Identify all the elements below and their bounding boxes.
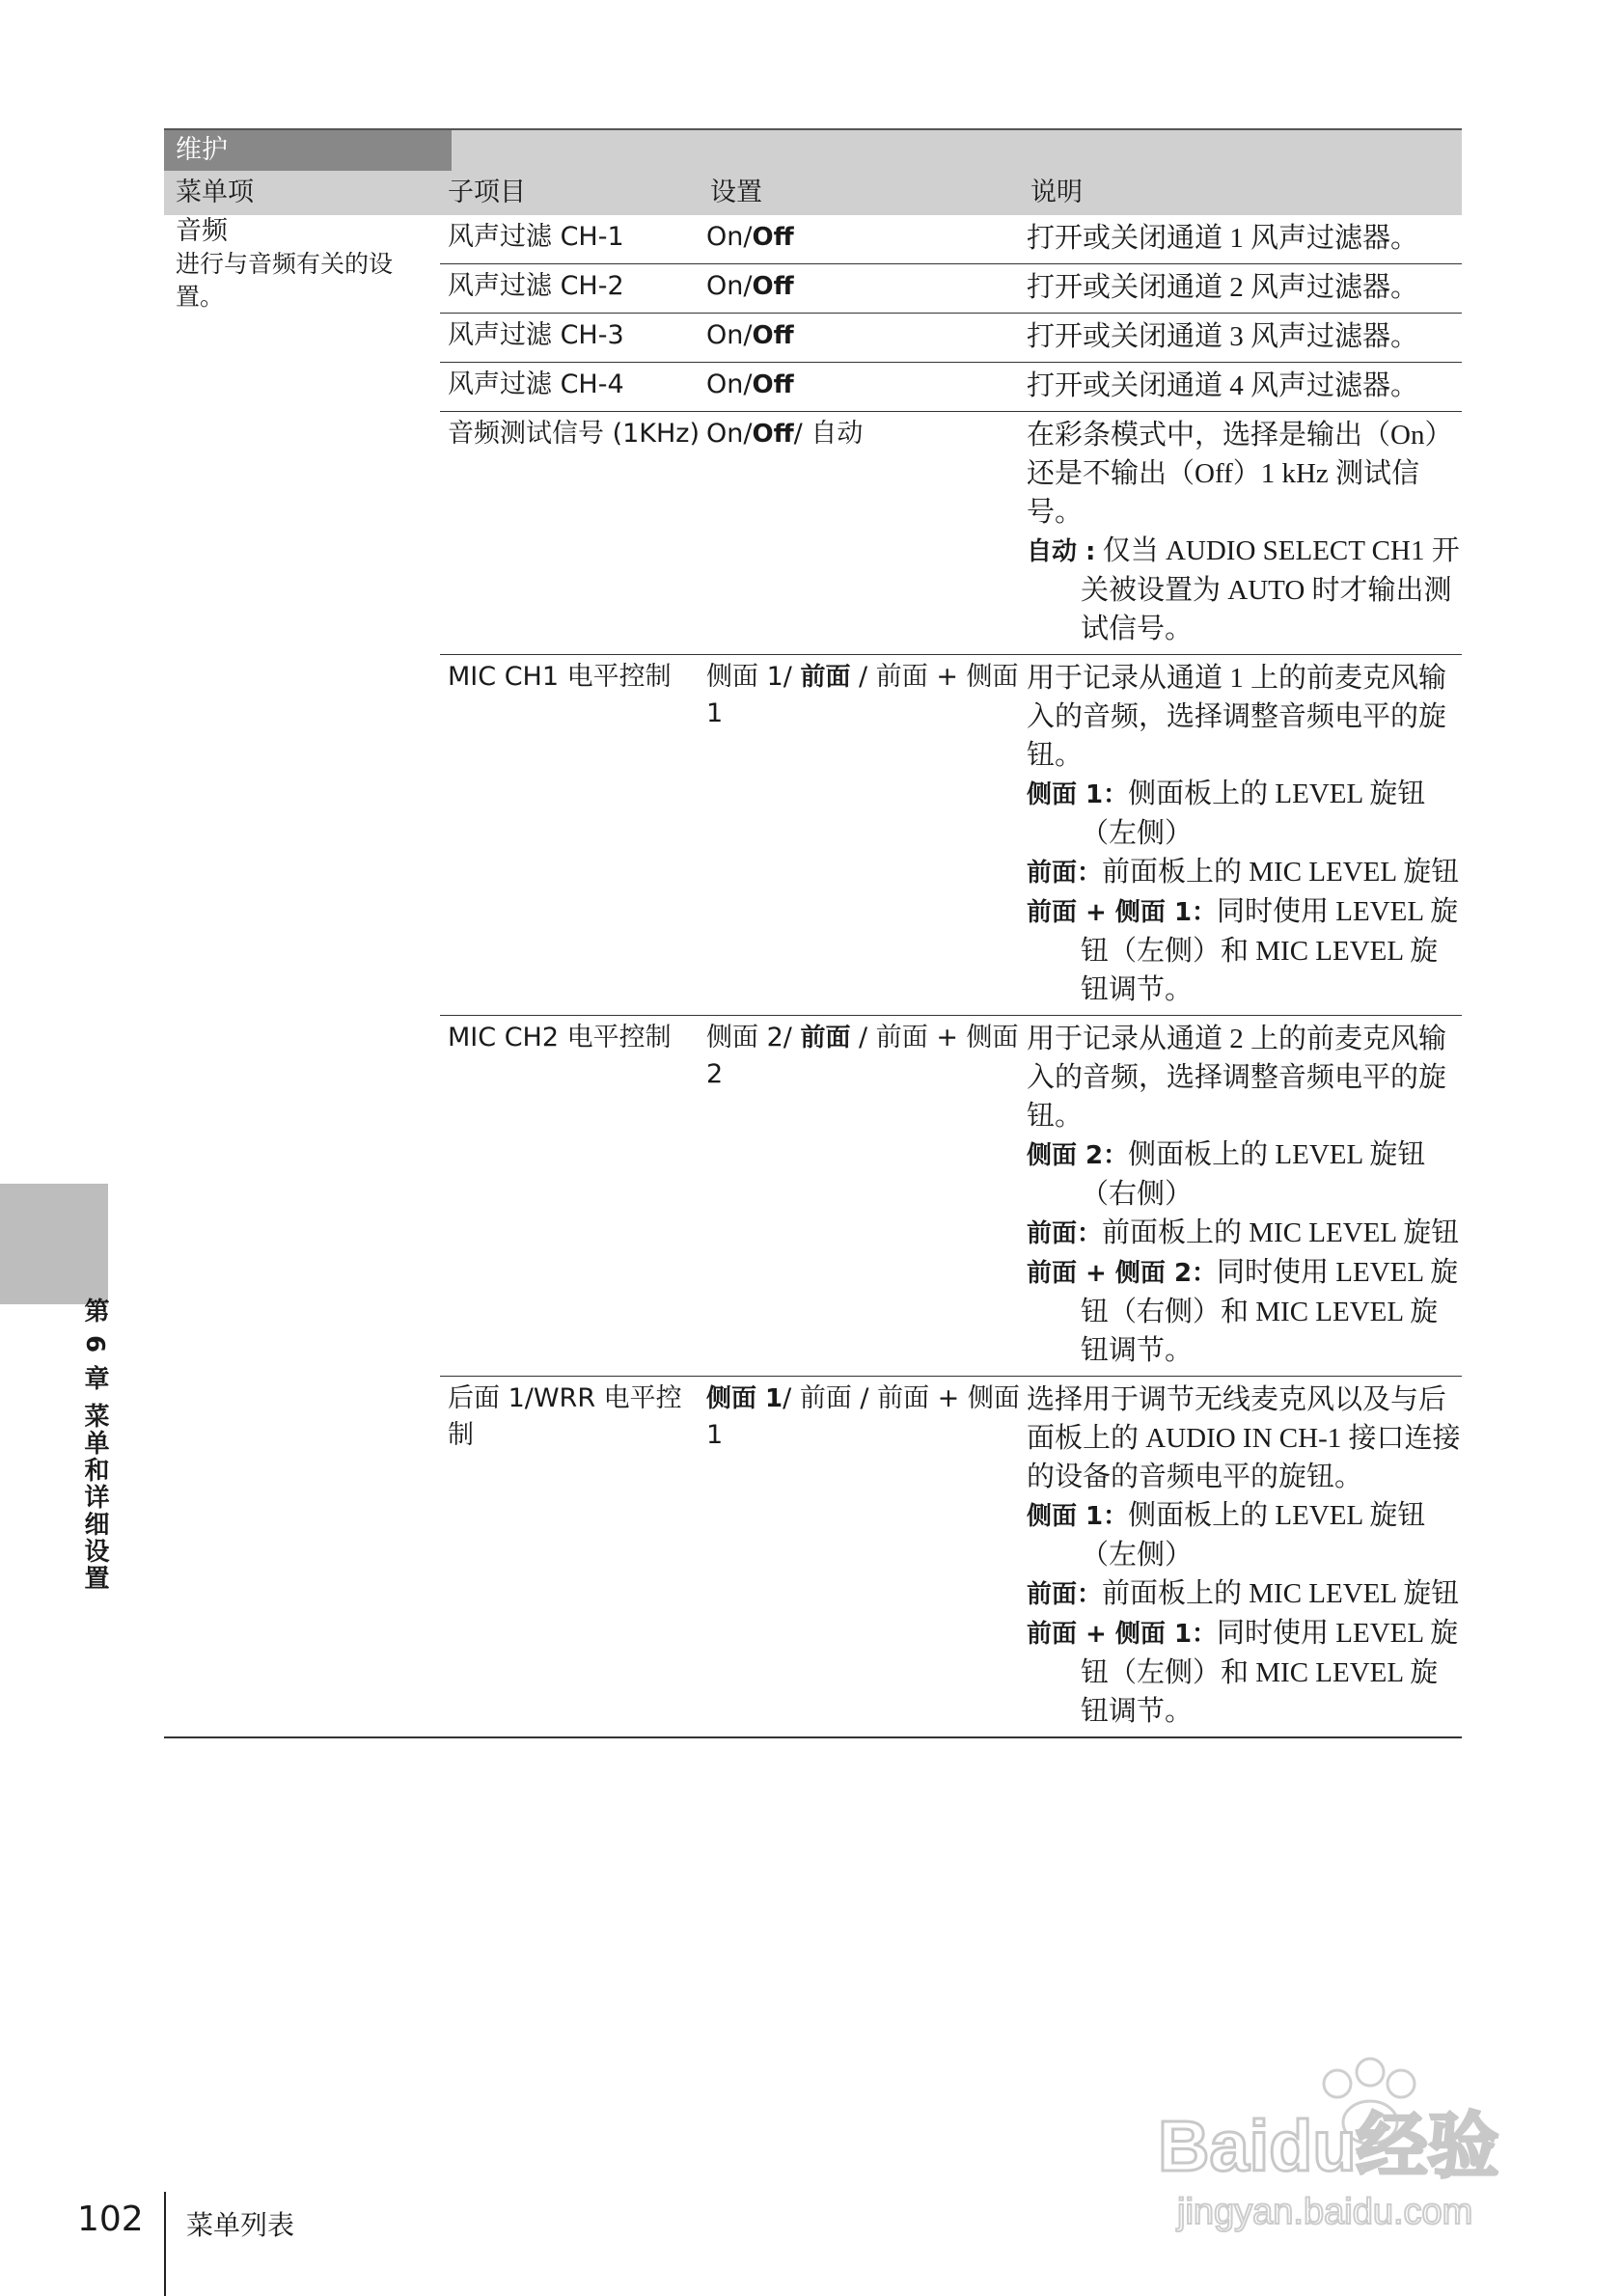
col-sub-item: 子项目 [448,178,526,207]
table-body [164,215,1462,1738]
table-row [440,314,1462,363]
description-item [1027,1253,1462,1370]
table-row [440,1377,1462,1736]
item-text: 同时使用 LEVEL 旋钮（左侧）和 MIC LEVEL 旋钮调节。 [1081,896,1459,1005]
description [1023,1020,1462,1370]
sub-item: 音频测试信号 (1KHz) [448,419,701,449]
item-text: 侧面板上的 LEVEL 旋钮（右侧） [1081,1139,1426,1210]
watermark-brand: Baidu经验 [1158,2106,1499,2186]
description-item [1027,1574,1462,1614]
watermark-url: jingyan.baidu.com [1177,2192,1473,2232]
description: 打开或关闭通道 3 风声过滤器。 [1027,321,1419,352]
setting-value: On/ [706,419,753,449]
item-text: 前面板上的 MIC LEVEL 旋钮 [1102,857,1460,888]
item-label: 前面： [1027,1219,1103,1248]
description: 打开或关闭通道 2 风声过滤器。 [1027,272,1419,303]
table-row [440,1016,1462,1377]
sub-item: MIC CH1 电平控制 [448,662,672,692]
setting-default: Off [752,420,794,449]
page-number: 102 [77,2200,144,2239]
table-bottom-rule [164,1736,1462,1738]
setting-value: / 自动 [793,419,864,449]
setting-value: On/ [706,271,753,301]
table-row [440,264,1462,314]
footer-title: 菜单列表 [186,2209,295,2241]
setting [702,219,1023,258]
description: 打开或关闭通道 1 风声过滤器。 [1027,223,1419,254]
description-item [1027,532,1462,648]
sub-items [440,215,1462,1738]
col-description: 说明 [1030,178,1083,207]
setting-value: On/ [706,320,753,350]
item-text: 侧面板上的 LEVEL 旋钮（左侧） [1081,1500,1426,1571]
chapter-tab [0,1184,108,1304]
description [1023,659,1462,1009]
item-label: 侧面 1： [1027,1502,1129,1531]
description-item [1027,1135,1462,1214]
setting [702,1380,1023,1731]
setting-default: 前面 [800,1024,851,1052]
description-item [1027,1614,1462,1731]
description: 打开或关闭通道 4 风声过滤器。 [1027,370,1419,401]
setting-value: 侧面 1/ [706,662,801,692]
description-item [1027,1496,1462,1574]
table-row [440,215,1462,264]
sub-item: 风声过滤 CH-2 [448,271,624,301]
item-label: 自动 : [1027,537,1096,566]
item-text: 侧面板上的 LEVEL 旋钮（左侧） [1081,779,1426,849]
sub-item: 后面 1/WRR 电平控制 [448,1383,682,1450]
setting-default: Off [752,223,794,252]
setting-value: 侧面 2/ [706,1023,801,1052]
item-text: 同时使用 LEVEL 旋钮（左侧）和 MIC LEVEL 旋钮调节。 [1081,1618,1459,1727]
setting [702,1020,1023,1370]
item-text: 同时使用 LEVEL 旋钮（右侧）和 MIC LEVEL 旋钮调节。 [1081,1257,1459,1366]
item-label: 侧面 1： [1027,780,1129,809]
sub-item: MIC CH2 电平控制 [448,1023,672,1052]
description-text: 用于记录从通道 1 上的前麦克风输入的音频，选择调整音频电平的旋钮。 [1027,663,1447,771]
sub-item: 风声过滤 CH-3 [448,320,624,350]
menu-category: 音频 [176,216,228,246]
description-item [1027,853,1462,892]
setting-default: 侧面 1 [706,1384,783,1413]
item-label: 前面： [1027,859,1103,888]
description-text: 用于记录从通道 2 上的前麦克风输入的音频，选择调整音频电平的旋钮。 [1027,1024,1447,1132]
footer-divider [164,2192,166,2296]
item-label: 侧面 2： [1027,1141,1129,1170]
setting [702,659,1023,1009]
setting-default: Off [752,272,794,301]
sub-item: 风声过滤 CH-4 [448,369,624,399]
col-menu-item: 菜单项 [176,178,254,207]
menu-category-desc: 进行与音频有关的设置。 [176,250,394,311]
item-text: 前面板上的 MIC LEVEL 旋钮 [1102,1217,1460,1248]
item-label: 前面 + 侧面 1： [1027,898,1218,927]
item-label: 前面 + 侧面 1： [1027,1620,1218,1649]
setting-default: 前面 [800,663,851,692]
setting-default: Off [752,321,794,350]
table-row [440,655,1462,1016]
item-text: 前面板上的 MIC LEVEL 旋钮 [1102,1578,1460,1609]
table-header [164,128,1462,215]
sub-item: 风声过滤 CH-1 [448,222,624,252]
table-row [440,412,1462,655]
setting [702,367,1023,405]
description-item [1027,892,1462,1009]
menu-item-cell [176,215,428,314]
table-row [440,363,1462,412]
description-item [1027,775,1462,853]
description-text: 选择用于调节无线麦克风以及与后面板上的 AUDIO IN CH-1 接口连接的设备的音频电平的旋钮。 [1027,1384,1461,1492]
setting-default: Off [752,370,794,399]
description-item [1027,1214,1462,1253]
setting-value: / 前面 + 侧面 2 [706,1023,1019,1089]
watermark [1148,2045,1534,2238]
item-label: 前面： [1027,1580,1103,1609]
setting-value: / 前面 / 前面 + 侧面 1 [706,1383,1020,1450]
setting [702,268,1023,307]
setting-value: On/ [706,369,753,399]
setting-value: / 前面 + 侧面 1 [706,662,1019,728]
setting [702,416,1023,648]
item-text: 仅当 AUDIO SELECT CH1 开关被设置为 AUTO 时才输出测试信号。 [1081,535,1460,644]
setting [702,317,1023,356]
col-setting: 设置 [710,178,762,207]
setting-value: On/ [706,222,753,252]
menu-table [164,128,1462,1738]
description-text: 在彩条模式中，选择是输出（On）还是不输出（Off）1 kHz 测试信号。 [1027,420,1453,528]
chapter-label: 第 6 章 菜单和详细设置 [80,1298,109,1593]
item-label: 前面 + 侧面 2： [1027,1259,1218,1288]
section-label: 维护 [164,130,452,171]
description [1023,1380,1462,1731]
description [1023,416,1462,648]
